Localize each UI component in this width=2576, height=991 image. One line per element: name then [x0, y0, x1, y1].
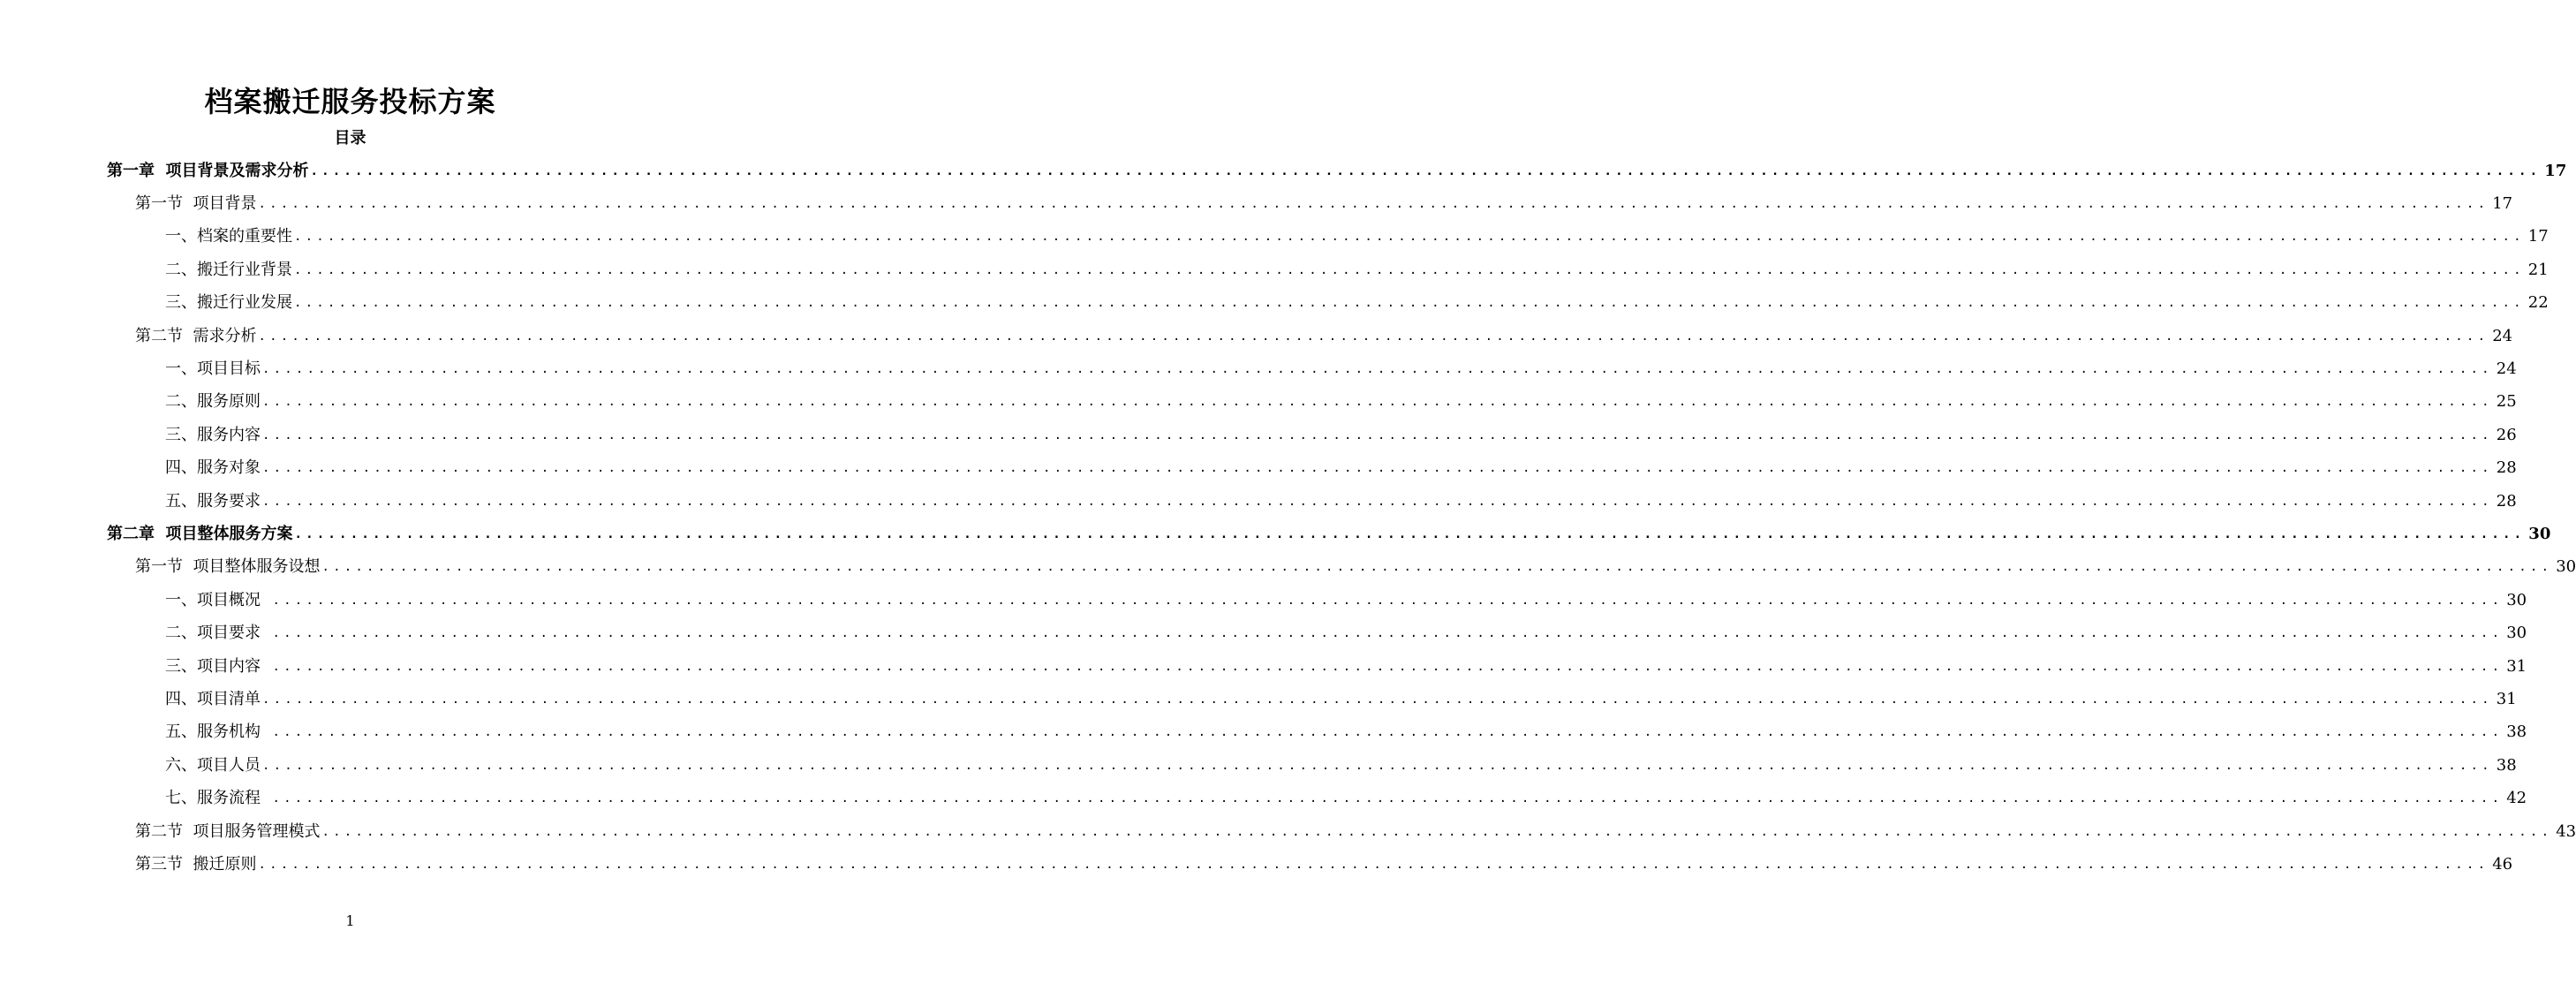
toc-subsection-entry[interactable] [165, 386, 2517, 419]
toc-entry-label: 第二节 项目服务管理模式 [135, 821, 321, 841]
toc-entry-page: 46 [2492, 855, 2513, 874]
toc-entry-page: 17 [2492, 194, 2513, 214]
toc-entry-page: 17 [2527, 227, 2549, 246]
toc-subsection-entry[interactable] [165, 617, 2527, 650]
toc-entry-page: 17 [2544, 161, 2567, 180]
toc-entry-page: 30 [2528, 525, 2551, 544]
document-title: 档案搬迁服务投标方案 [204, 85, 496, 118]
toc-entry-label: 第一节 项目背景 [135, 194, 257, 214]
toc-entry-page: 22 [2527, 293, 2549, 313]
toc-dot-leader: ........................................................................................................................................................................................................ [272, 791, 2504, 806]
toc-dot-leader: ........................................................................................................................................................................................................ [262, 427, 2493, 443]
toc-entry-label: 四、项目清单 [165, 690, 261, 709]
toc-entry-page: 30 [2506, 624, 2527, 643]
toc-subsection-entry[interactable] [165, 716, 2527, 749]
toc-entry-page: 43 [2556, 821, 2576, 841]
toc-entry-label: 七、服务流程 [165, 789, 271, 808]
toc-subsection-entry[interactable] [165, 287, 2549, 320]
toc-section-entry[interactable] [135, 551, 2576, 584]
toc-dot-leader: ........................................................................................................................................................................................................ [272, 593, 2504, 608]
toc-entry-label: 第三节 搬迁原则 [135, 855, 257, 874]
toc-heading: 目录 [334, 129, 366, 148]
toc-entry-page: 24 [2496, 359, 2517, 379]
toc-entry-page: 28 [2496, 491, 2517, 511]
toc-dot-leader: ........................................................................................................................................................................................................ [258, 858, 2489, 873]
toc-dot-leader: ........................................................................................................................................................................................................ [272, 725, 2504, 740]
toc-entry-page: 24 [2492, 326, 2513, 345]
toc-chapter-entry[interactable] [107, 155, 2567, 187]
toc-entry-page: 38 [2496, 755, 2517, 775]
toc-entry-page: 31 [2506, 656, 2527, 676]
toc-dot-leader: ........................................................................................................................................................................................................ [272, 626, 2504, 641]
toc-entry-label: 五、服务机构 [165, 722, 271, 742]
toc-entry-label: 二、项目要求 [165, 624, 271, 643]
toc-section-entry[interactable] [135, 815, 2576, 848]
toc-entry-page: 30 [2506, 590, 2527, 609]
toc-entry-label: 二、服务原则 [165, 392, 261, 412]
toc-dot-leader: ........................................................................................................................................................................................................ [294, 296, 2525, 311]
toc-subsection-entry[interactable] [165, 253, 2549, 286]
toc-entry-page: 31 [2496, 690, 2517, 709]
toc-entry-label: 第二节 需求分析 [135, 326, 257, 345]
toc-dot-leader: ........................................................................................................................................................................................................ [310, 163, 2542, 178]
toc-dot-leader: ........................................................................................................................................................................................................ [294, 230, 2525, 245]
toc-dot-leader: ........................................................................................................................................................................................................ [321, 824, 2553, 839]
toc-dot-leader: ........................................................................................................................................................................................................ [258, 329, 2489, 344]
toc-dot-leader: ........................................................................................................................................................................................................ [262, 395, 2493, 410]
toc-dot-leader: ........................................................................................................................................................................................................ [262, 758, 2493, 773]
toc-dot-leader: ........................................................................................................................................................................................................ [294, 527, 2526, 542]
toc-dot-leader: ........................................................................................................................................................................................................ [262, 692, 2493, 707]
toc-subsection-entry[interactable] [165, 783, 2527, 815]
toc-subsection-entry[interactable] [165, 352, 2517, 385]
toc-subsection-entry[interactable] [165, 419, 2517, 451]
toc-dot-leader: ........................................................................................................................................................................................................ [272, 659, 2504, 674]
toc-entry-page: 38 [2506, 722, 2527, 742]
toc-entry-page: 30 [2556, 557, 2576, 577]
toc-entry-label: 三、项目内容 [165, 656, 271, 676]
toc-dot-leader: ........................................................................................................................................................................................................ [262, 461, 2493, 476]
toc-entry-label: 一、项目目标 [165, 359, 261, 379]
toc-subsection-entry[interactable] [165, 485, 2517, 518]
toc-entry-page: 21 [2527, 260, 2549, 279]
toc-entry-page: 28 [2496, 458, 2517, 478]
toc-entry-page: 25 [2496, 392, 2517, 412]
toc-dot-leader: ........................................................................................................................................................................................................ [321, 560, 2553, 575]
toc-dot-leader: ........................................................................................................................................................................................................ [294, 262, 2525, 277]
toc-dot-leader: ........................................................................................................................................................................................................ [262, 362, 2493, 377]
toc-subsection-entry[interactable] [165, 749, 2517, 782]
toc-subsection-entry[interactable] [165, 452, 2517, 485]
toc-subsection-entry[interactable] [165, 683, 2517, 715]
toc-entry-label: 一、项目概况 [165, 590, 271, 609]
toc-entry-label: 六、项目人员 [165, 755, 261, 775]
toc-entry-label: 五、服务要求 [165, 491, 261, 511]
toc-dot-leader: ........................................................................................................................................................................................................ [258, 197, 2489, 212]
toc-entry-label: 三、搬迁行业发展 [165, 293, 292, 313]
page-number: 1 [345, 912, 355, 929]
toc-section-entry[interactable] [135, 187, 2513, 220]
toc-entry-label: 第一章 项目背景及需求分析 [107, 161, 309, 180]
toc-section-entry[interactable] [135, 320, 2513, 352]
toc-entry-label: 第二章 项目整体服务方案 [107, 525, 293, 544]
toc-chapter-entry[interactable] [107, 518, 2551, 550]
toc-subsection-entry[interactable] [165, 650, 2527, 683]
toc-subsection-entry[interactable] [165, 584, 2527, 617]
toc-section-entry[interactable] [135, 848, 2513, 881]
toc-entry-page: 42 [2506, 789, 2527, 808]
toc-entry-label: 二、搬迁行业背景 [165, 260, 292, 279]
toc-entry-page: 26 [2496, 425, 2517, 444]
toc-entry-label: 四、服务对象 [165, 458, 261, 478]
toc-subsection-entry[interactable] [165, 221, 2549, 253]
toc-dot-leader: ........................................................................................................................................................................................................ [262, 494, 2493, 509]
toc-entry-label: 一、档案的重要性 [165, 227, 292, 246]
toc-entry-label: 第一节 项目整体服务设想 [135, 557, 321, 577]
toc-entry-label: 三、服务内容 [165, 425, 261, 444]
